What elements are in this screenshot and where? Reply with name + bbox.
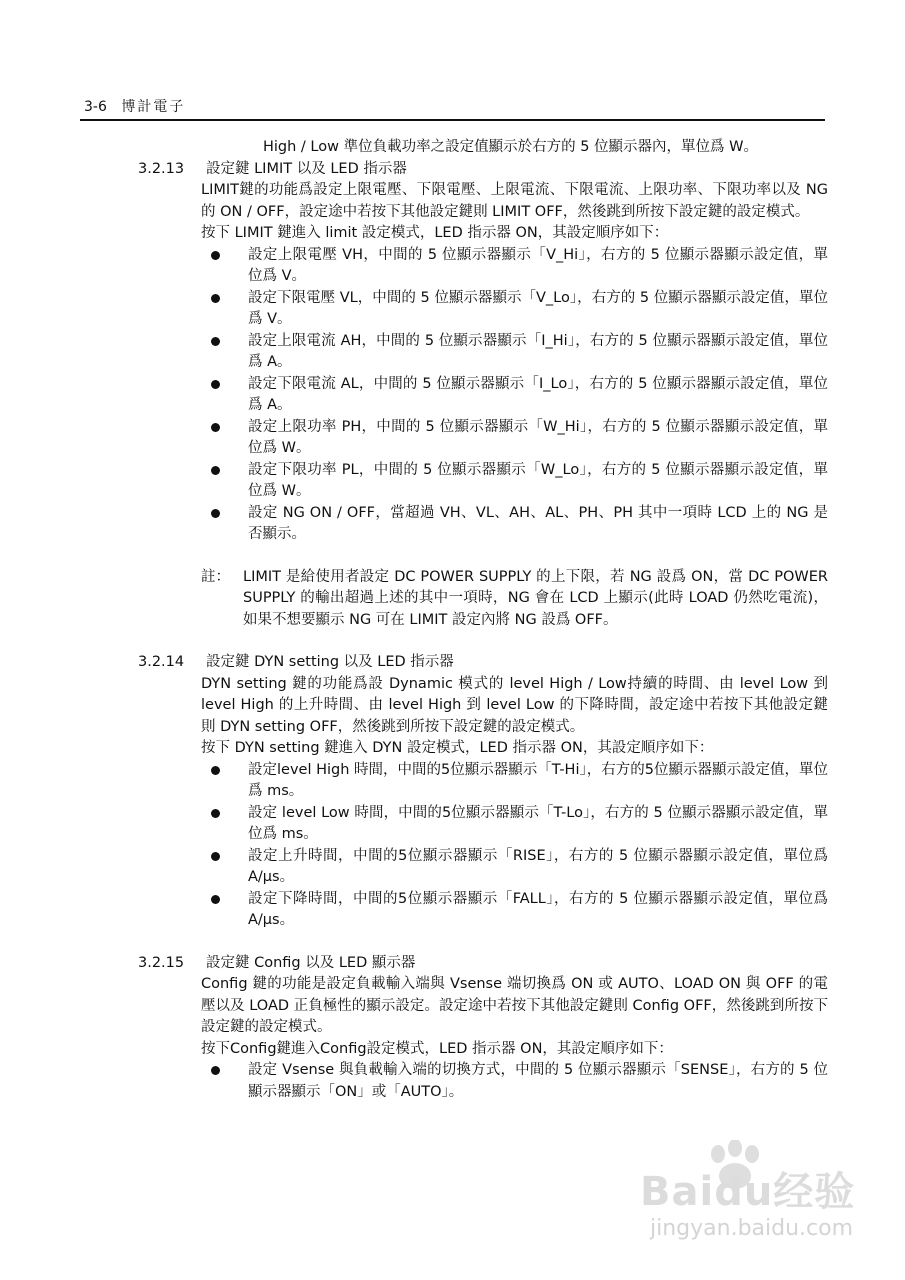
list-item: 設定上限電壓 VH，中間的 5 位顯示器顯示「V_Hi」，右方的 5 位顯示器顯示設定值，單位爲 V。 — [208, 245, 828, 288]
note-text: LIMIT 是給使用者設定 DC POWER SUPPLY 的上下限，若 NG 設爲 ON，當 DC POWER SUPPLY 的輸出超過上述的其中一項時，NG 會在 LCD 上顯示(此時 LOAD 仍然吃電流)，如果不想要顯示 NG 可在 LIMIT 設定內將 NG 設爲 OFF。 — [243, 568, 828, 628]
watermark-logo: Baidu经验 — [640, 1169, 856, 1215]
company-name: 博計電子 — [121, 99, 186, 115]
section-paragraph: Config 鍵的功能是設定負載輸入端與 Vsense 端切換爲 ON 或 AUTO、LOAD ON 與 OFF 的電壓以及 LOAD 正負極性的顯示設定。設定途中若按下其他設定鍵則 Config OFF，然後跳到所按下設定鍵的設定模式。 — [201, 976, 828, 1035]
bullet-list — [208, 1060, 828, 1103]
list-item: 設定下限功率 PL，中間的 5 位顯示器顯示「W_Lo」，右方的 5 位顯示器顯示設定值，單位爲 W。 — [208, 460, 828, 503]
list-item: 設定下降時間，中間的5位顯示器顯示「FALL」，右方的 5 位顯示器顯示設定值，單位爲 A/μs。 — [208, 889, 828, 932]
bullet-list — [208, 245, 828, 546]
section-number: 3.2.14 — [138, 654, 185, 670]
section-paragraph: 按下 DYN setting 鍵進入 DYN 設定模式，LED 指示器 ON，其設定順序如下： — [201, 740, 714, 756]
baidu-watermark — [640, 1140, 880, 1250]
page-header — [80, 97, 825, 121]
bullet-list — [208, 760, 828, 932]
list-item: 設定level High 時間，中間的5位顯示器顯示「T-Hi」，右方的5位顯示器顯示設定值，單位爲 ms。 — [208, 760, 828, 803]
intro-line: High / Low 準位負載功率之設定值顯示於右方的 5 位顯示器內，單位爲 W。 — [263, 139, 758, 155]
section-title: 設定鍵 DYN setting 以及 LED 指示器 — [206, 654, 454, 670]
section-heading — [138, 159, 828, 181]
section-paragraph: 按下Config鍵進入Config設定模式，LED 指示器 ON，其設定順序如下： — [201, 1040, 673, 1057]
section-title: 設定鍵 LIMIT 以及 LED 指示器 — [206, 160, 407, 177]
spacer — [138, 631, 828, 652]
spacer — [138, 932, 828, 953]
section-paragraph: DYN setting 鍵的功能爲設 Dynamic 模式的 level High / Low持續的時間、由 level Low 到 level High 的上升時間、由 level High 到 level Low 的下降時間，設定途中若按下其他設定鍵則 DYN setting OFF，然後跳到所按下設定鍵的設定模式。 — [201, 675, 828, 735]
list-item: 設定上限電流 AH，中間的 5 位顯示器顯示「I_Hi」，右方的 5 位顯示器顯示設定值，單位爲 A。 — [208, 331, 828, 374]
section-paragraph: LIMIT鍵的功能爲設定上限電壓、下限電壓、上限電流、下限電流、上限功率、下限功率以及 NG 的 ON / OFF，設定途中若按下其他設定鍵則 LIMIT OFF，然後跳到所按下設定鍵的設定模式。 — [201, 182, 828, 220]
page-number: 3-6 — [84, 99, 107, 115]
list-item: 設定下限電流 AL，中間的 5 位顯示器顯示「I_Lo」，右方的 5 位顯示器顯示設定值，單位爲 A。 — [208, 374, 828, 417]
list-item: 設定上升時間，中間的5位顯示器顯示「RISE」，右方的 5 位顯示器顯示設定值，單位爲 A/μs。 — [208, 846, 828, 889]
section-number: 3.2.13 — [138, 160, 185, 177]
section-title: 設定鍵 Config 以及 LED 顯示器 — [206, 954, 416, 971]
note-label: 註： — [201, 568, 230, 585]
list-item: 設定 Vsense 與負載輸入端的切換方式，中間的 5 位顯示器顯示「SENSE」，右方的 5 位顯示器顯示「ON」或「AUTO」。 — [208, 1060, 828, 1103]
section-heading — [138, 953, 828, 975]
list-item: 設定 NG ON / OFF，當超過 VH、VL、AH、AL、PH、PH 其中一項時 LCD 上的 NG 是否顯示。 — [208, 503, 828, 546]
section-paragraph: 按下 LIMIT 鍵進入 limit 設定模式，LED 指示器 ON，其設定順序如下： — [201, 225, 669, 241]
list-item: 設定上限功率 PH，中間的 5 位顯示器顯示「W_Hi」，右方的 5 位顯示器顯示設定值，單位爲 W。 — [208, 417, 828, 460]
note-block — [201, 567, 828, 632]
watermark-url: jingyan.baidu.com — [650, 1216, 854, 1241]
section-heading — [138, 652, 828, 674]
list-item: 設定 level Low 時間，中間的5位顯示器顯示「T-Lo」，右方的 5 位顯示器顯示設定值，單位爲 ms。 — [208, 803, 828, 846]
section-number: 3.2.15 — [138, 954, 185, 971]
section-3-2-14 — [138, 652, 828, 932]
section-3-2-13 — [138, 159, 828, 632]
page-content — [138, 137, 828, 1103]
list-item: 設定下限電壓 VL，中間的 5 位顯示器顯示「V_Lo」，右方的 5 位顯示器顯示設定值，單位爲 V。 — [208, 288, 828, 331]
section-3-2-15 — [138, 953, 828, 1104]
